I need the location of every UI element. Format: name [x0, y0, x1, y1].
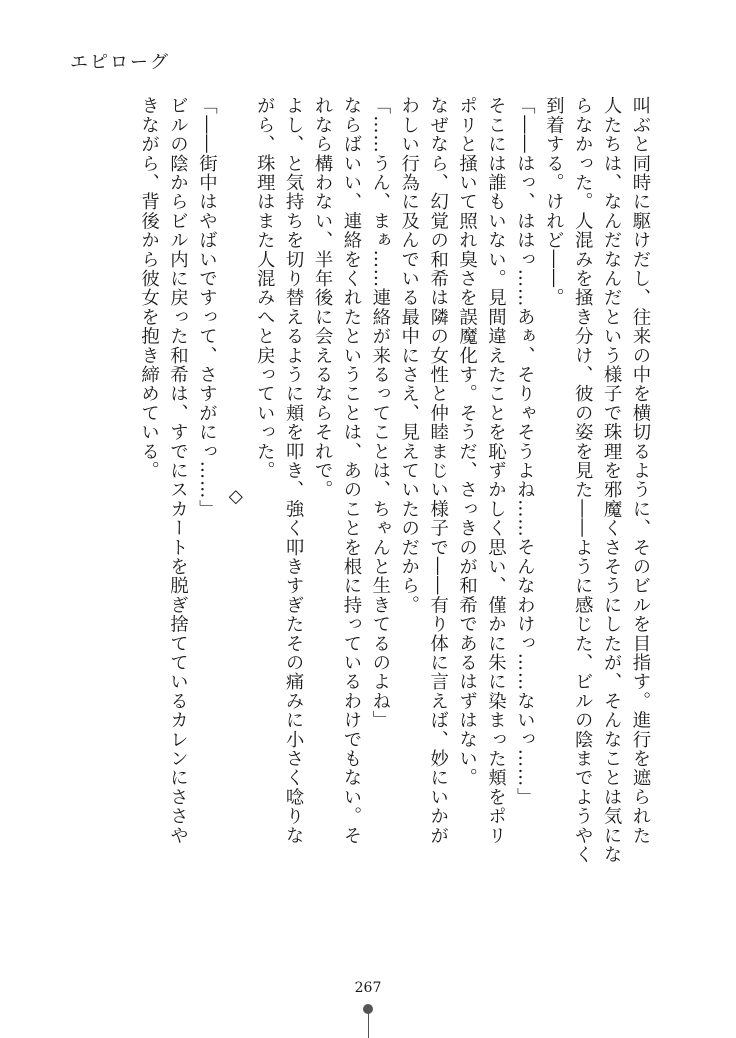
dialogue-line: 「……うん、まぁ……連絡が来るってことは、ちゃんと生きてるのよね」 [369, 96, 391, 730]
text-line: がら、珠理はまた人混みへと戻っていった。 [254, 96, 276, 480]
text-line: 叫ぶと同時に駆けだし、往来の中を横切るように、そのビルを目指す。進行を遮られた [630, 96, 651, 845]
text-line: ポリと掻いて照れ臭さを誤魔化す。そうだ、さっきのが和希であるはずはない。 [456, 96, 478, 788]
text-line: きながら、背後から彼女を抱き締めている。 [138, 96, 160, 480]
scene-break-ornament: ◇ [225, 486, 247, 508]
text-line: ならばいい、連絡をくれたということは、あのことを根に持っているわけでもない。そ [340, 96, 362, 845]
chapter-title: エピローグ [70, 52, 170, 73]
text-line: そこには誰もいない。見間違えたことを恥ずかしく思い、僅かに朱に染まった頬をポリ [485, 96, 507, 845]
text-line: わしい行為に及んでいる最中にさえ、見えていたのだから。 [398, 96, 420, 615]
page-number: 267 [354, 980, 382, 996]
text-line: れなら構わない、半年後に会えるならそれで。 [312, 96, 334, 500]
text-line: ビルの陰からビル内に戻った和希は、すでにスカートを脱ぎ捨てているカレンにささや [167, 96, 189, 845]
body-text [134, 96, 654, 966]
text-line: なぜなら、幻覚の和希は隣の女性と仲睦まじい様子で――有り体に言えば、妙にいかが [427, 96, 449, 845]
dialogue-line: 「――はっ、ははっ……あぁ、そりゃそうよね……そんなわけっ……ないっ……」 [514, 96, 536, 807]
text-line: らなかった。人混みを掻き分け、彼の姿を見た――ように感じた、ビルの陰までようやく [572, 96, 594, 864]
text-line: よし、と気持ちを切り替えるように頬を叩き、強く叩きすぎたその痛みに小さく唸りな [283, 96, 305, 845]
dialogue-line: 「――街中はやばいですって、さすがにっ……」 [196, 96, 218, 519]
text-line: 到着する。けれど――。 [543, 96, 565, 308]
text-line: 人たちは、なんだなんだという様子で珠理を邪魔くさそうにしたが、そんなことは気にな [601, 96, 623, 864]
page-marker-icon [366, 1000, 370, 1038]
